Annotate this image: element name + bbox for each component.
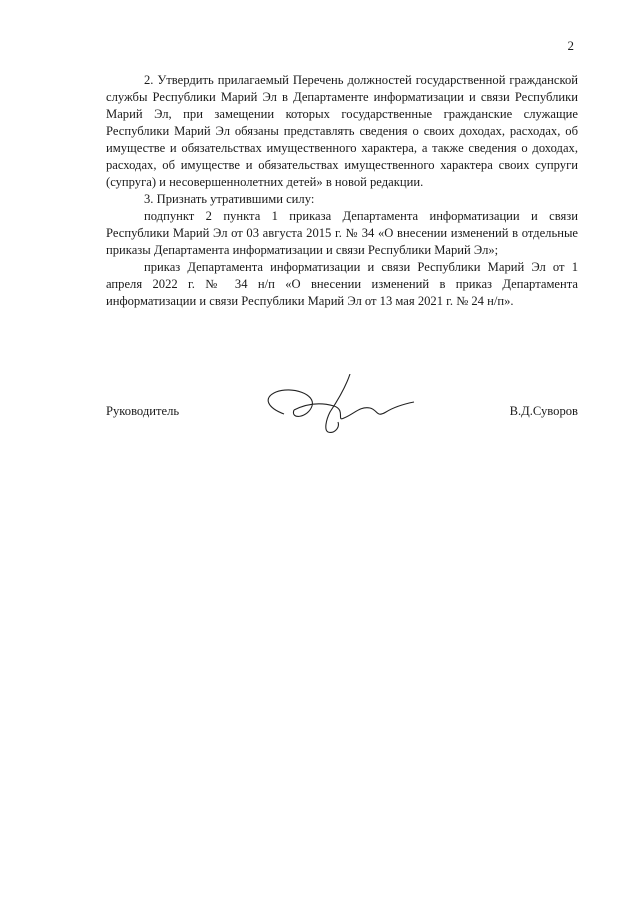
document-body [106,72,578,310]
page-number: 2 [567,38,574,53]
signatory-title: Руководитель [106,404,180,418]
signature-block [106,404,578,444]
paragraph-approve-list: 2. Утвердить прилагаемый Перечень должностей государственной гражданской службы Республики Марий Эл в Департаменте информатизации и связи Республики Марий Эл, при замещении которых государственные гражданские служащие Республики Марий Эл обязаны представлять сведения о своих доходах, расходах, об имуществе и обязательствах имущественного характера, а также сведения о доходах, расходах, об имуществе и обязательствах имущественного характера своих супруги (супруга) и несовершеннолетних детей» в новой редакции. [106,73,578,189]
paragraph-repeal-item-1: подпункт 2 пункта 1 приказа Департамента информатизации и связи Республики Марий Эл от 03 августа 2015 г. № 34 «О внесении изменений в отдельные приказы Департамента информатизации и связи Республики Марий Эл»; [106,209,578,257]
handwritten-signature [254,374,424,436]
signatory-name: В.Д.Суворов [509,404,578,418]
paragraph-repeal-heading: 3. Признать утратившими силу: [144,192,315,206]
paragraph-repeal-item-2: приказ Департамента информатизации и связи Республики Марий Эл от 1 апреля 2022 г. № 34 н/п «О внесении изменений в приказ Департамента информатизации и связи Республики Марий Эл от 13 мая 2021 г. № 24 н/п». [106,260,578,308]
